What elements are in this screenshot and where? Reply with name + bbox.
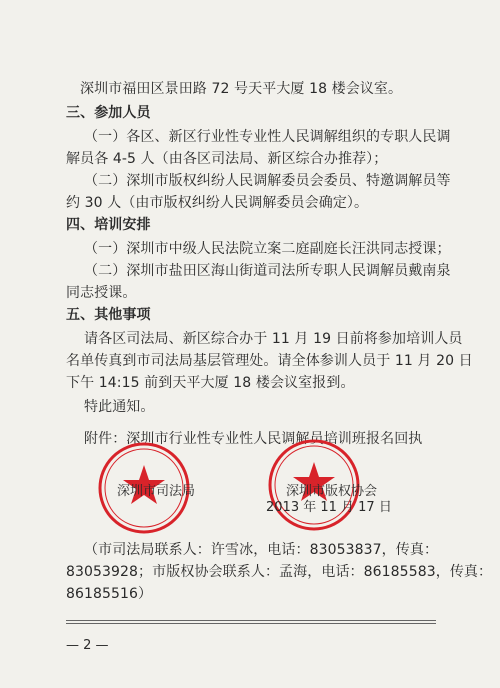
- attachment-line: 附件：深圳市行业性专业性人民调解员培训班报名回执: [84, 431, 423, 447]
- section-five-heading: 五、其他事项: [66, 307, 151, 323]
- notice-line: 特此通知。: [84, 399, 155, 415]
- section-three-item2-line1: （二）深圳市版权纠纷人民调解委员会委员、特邀调解员等: [84, 173, 451, 189]
- footer-divider-bottom: [66, 623, 436, 624]
- contact-line2: 83053928；市版权协会联系人：孟海，电话：86185583，传真：: [66, 564, 493, 580]
- section-four-heading: 四、培训安排: [66, 217, 151, 233]
- section-five-line2: 名单传真到市司法局基层管理处。请全体参训人员于 11 月 20 日: [66, 353, 473, 369]
- contact-line3: 86185516）: [66, 586, 153, 602]
- section-four-item2-line1: （二）深圳市盐田区海山街道司法所专职人民调解员戴南泉: [84, 263, 451, 279]
- contact-line1: （市司法局联系人：许雪冰，电话：83053837，传真：: [84, 542, 439, 558]
- section-three-heading: 三、参加人员: [66, 105, 151, 121]
- section-four-item1: （一）深圳市中级人民法院立案二庭副庭长汪洪同志授课；: [84, 241, 451, 257]
- left-signature: 深圳市司法局: [117, 484, 196, 499]
- signature-date: 2013 年 11 月 17 日: [266, 500, 392, 515]
- footer-divider-top: [66, 620, 436, 621]
- section-five-line3: 下午 14:15 前到天平大厦 18 楼会议室报到。: [66, 375, 355, 391]
- section-three-item1-line2: 解员各 4-5 人（由各区司法局、新区综合办推荐）；: [66, 151, 388, 167]
- page-number: — 2 —: [66, 638, 109, 653]
- section-three-item2-line2: 约 30 人（由市版权纠纷人民调解委员会确定）。: [66, 195, 369, 211]
- address-line: 深圳市福田区景田路 72 号天平大厦 18 楼会议室。: [80, 81, 403, 97]
- right-signature: 深圳市版权协会: [286, 484, 378, 499]
- section-four-item2-line2: 同志授课。: [66, 285, 137, 301]
- section-five-line1: 请各区司法局、新区综合办于 11 月 19 日前将参加培训人员: [84, 331, 463, 347]
- section-three-item1-line1: （一）各区、新区行业性专业性人民调解组织的专职人民调: [84, 129, 451, 145]
